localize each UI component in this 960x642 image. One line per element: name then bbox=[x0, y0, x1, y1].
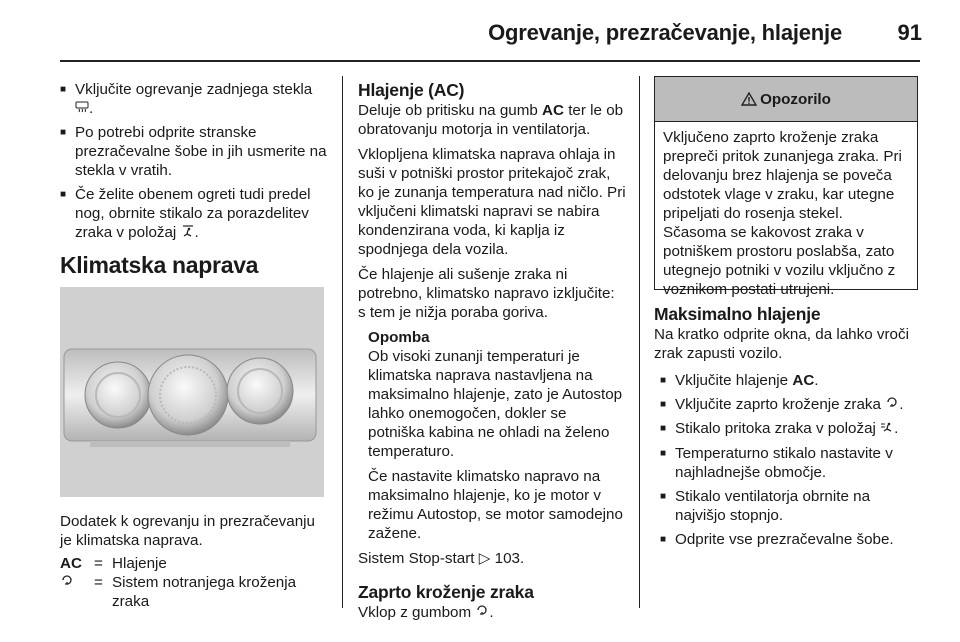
heading-max-cooling: Maksimalno hlajenje bbox=[654, 304, 821, 324]
warning-header: Opozorilo bbox=[655, 77, 917, 122]
airflow-windscreen-feet-icon bbox=[181, 224, 195, 243]
bullet-rear-defrost: ■ Vključite ogrevanje zadnjega stekla . bbox=[60, 80, 328, 118]
stop-start-reference: Sistem Stop-start ▷ 103. bbox=[358, 550, 525, 567]
legend bbox=[60, 554, 330, 611]
column-divider-2 bbox=[639, 76, 640, 608]
ac-paragraph-1: Deluje ob pritisku na gumb AC ter le ob obratovanju motorja in ventilatorja. bbox=[358, 102, 624, 138]
ac-paragraph-2: Vklopljena klimatska naprava ohlaja in suši v potniški prostor pritekajoč zrak, ko je zunanja temperatura nad ničlo. Pri vključeni klimatski napravi se nabira kondenzirana voda, ki kaplja iz spodnjega dela vozila. bbox=[358, 146, 626, 258]
note-paragraph-1: Ob visoki zunanji temperaturi je klimatska naprava nastavljena na maksimalno hlajenje, zato je Autostop lahko onemogočen, dokler se potniška kabina ne ohladi na želeno temperaturo. bbox=[368, 348, 623, 460]
airflow-face-icon bbox=[880, 420, 894, 439]
ac-paragraph-3: Če hlajenje ali sušenje zraka ni potrebno, klimatsko napravo izključite: s tem je nižja poraba goriva. bbox=[358, 266, 615, 321]
recirculation-text: Vklop z gumbom . bbox=[358, 604, 494, 621]
warning-text: Vključeno zaprto kroženje zraka prepreči pritok zunanjega zraka. Pri delovanju brez hlajenja se poveča odstotek vlage v zraku, kar utegne pripeljati do rosenja stekel. Sčasoma se kakovost zraka v potniškem prostoru poslabša, zato utegnejo potniki v vozilu vključno z voznikom postati utrujeni. bbox=[663, 129, 902, 298]
note-title: Opomba bbox=[368, 329, 430, 346]
max-bullet-fan: ■ Stikalo ventilatorja obrnite na najvišjo stopnjo. bbox=[660, 487, 924, 525]
recirculation-icon bbox=[885, 395, 899, 414]
running-header-title: Ogrevanje, prezračevanje, hlajenje bbox=[488, 20, 842, 45]
column-3-max-cooling bbox=[654, 304, 924, 554]
warning-triangle-icon bbox=[741, 91, 757, 108]
climate-control-photo bbox=[60, 287, 324, 497]
recirculation-icon bbox=[475, 603, 489, 622]
note-block bbox=[358, 328, 626, 543]
section-title-climate: Klimatska naprava bbox=[60, 252, 259, 278]
column-2 bbox=[358, 80, 626, 622]
max-cooling-intro: Na kratko odprite okna, da lahko vroči zrak zapusti vozilo. bbox=[654, 326, 909, 362]
max-bullet-recirc: ■ Vključite zaprto kroženje zraka . bbox=[660, 395, 924, 414]
max-bullet-vents: ■ Odprite vse prezračevalne šobe. bbox=[660, 530, 924, 549]
header-rule bbox=[60, 60, 920, 62]
column-divider-1 bbox=[342, 76, 343, 608]
page-ref-arrow-icon: ▷ bbox=[478, 550, 491, 567]
note-paragraph-2: Če nastavite klimatsko napravo na maksimalno hlajenje, ko je motor v režimu Autostop, se motor samodejno zažene. bbox=[368, 468, 623, 542]
heading-recirculation: Zaprto kroženje zraka bbox=[358, 582, 534, 602]
legend-key-ac: AC bbox=[60, 555, 82, 572]
page-number: 91 bbox=[897, 20, 922, 45]
recirculation-icon bbox=[60, 573, 74, 592]
column-1-bullets bbox=[60, 80, 328, 248]
bullet-side-vents: ■ Po potrebi odprite stranske prezračevalne šobe in jih usmerite na stekla v vratih. bbox=[60, 123, 328, 180]
max-bullet-ac: ■ Vključite hlajenje AC. bbox=[660, 371, 924, 390]
legend-row-recirc: = Sistem notranjega kroženja zraka bbox=[60, 573, 330, 611]
max-bullet-temperature: ■ Temperaturno stikalo nastavite v najhladnejše območje. bbox=[660, 444, 924, 482]
bullet-footwell: ■ Če želite obenem ogreti tudi predel nog, obrnite stikalo za porazdelitev zraka v položaj . bbox=[60, 185, 328, 242]
rear-defrost-icon bbox=[75, 99, 89, 118]
heading-ac: Hlajenje (AC) bbox=[358, 80, 465, 100]
max-bullet-airflow: ■ Stikalo pritoka zraka v položaj . bbox=[660, 419, 924, 438]
legend-row-ac: AC = Hlajenje bbox=[60, 555, 167, 572]
warning-box bbox=[654, 76, 918, 298]
photo-caption: Dodatek k ogrevanju in prezračevanju je klimatska naprava. bbox=[60, 513, 315, 549]
